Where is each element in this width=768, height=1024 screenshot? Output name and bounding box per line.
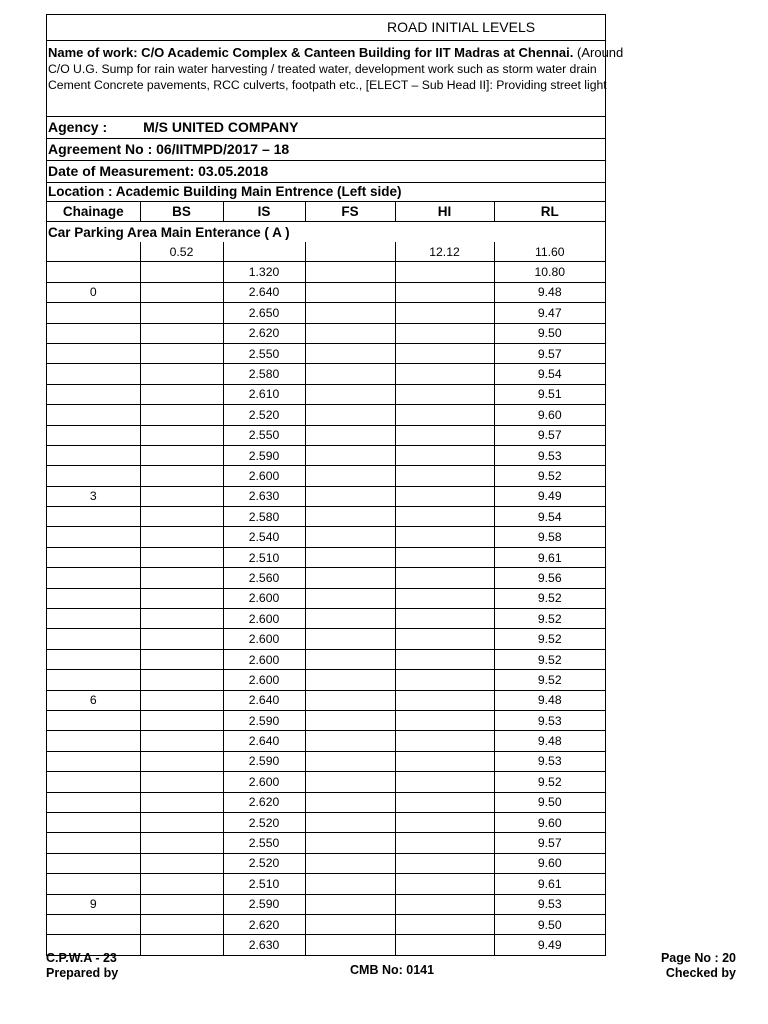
cell-chainage bbox=[47, 262, 140, 282]
col-chainage: Chainage bbox=[47, 202, 140, 222]
cell-rl: 9.50 bbox=[494, 323, 605, 343]
cell-is: 2.580 bbox=[223, 364, 305, 384]
table-row bbox=[47, 405, 605, 425]
cell-fs bbox=[305, 568, 395, 588]
cell-rl: 9.53 bbox=[494, 751, 605, 771]
page-number: Page No : 20 bbox=[660, 951, 736, 965]
cell-hi bbox=[395, 710, 494, 730]
cell-bs bbox=[140, 629, 223, 649]
cell-rl: 9.61 bbox=[494, 874, 605, 894]
work-extra: (Around bbox=[577, 45, 624, 60]
cell-is: 2.590 bbox=[223, 710, 305, 730]
cell-chainage bbox=[47, 751, 140, 771]
col-rl: RL bbox=[494, 202, 605, 222]
footer-left bbox=[46, 951, 118, 981]
cell-is bbox=[223, 242, 305, 262]
table-header-row bbox=[47, 202, 605, 222]
cell-is: 2.560 bbox=[223, 568, 305, 588]
cell-chainage bbox=[47, 425, 140, 445]
cell-chainage bbox=[47, 772, 140, 792]
table-row bbox=[47, 384, 605, 404]
cell-rl: 9.51 bbox=[494, 384, 605, 404]
cell-rl: 9.50 bbox=[494, 792, 605, 812]
cell-rl: 9.52 bbox=[494, 629, 605, 649]
cell-hi bbox=[395, 568, 494, 588]
cell-fs bbox=[305, 629, 395, 649]
cell-bs bbox=[140, 384, 223, 404]
cell-hi bbox=[395, 303, 494, 323]
cell-chainage: 6 bbox=[47, 690, 140, 710]
cell-hi bbox=[395, 812, 494, 832]
cell-bs bbox=[140, 262, 223, 282]
cell-chainage bbox=[47, 731, 140, 751]
cell-bs bbox=[140, 670, 223, 690]
cell-fs bbox=[305, 751, 395, 771]
cell-chainage bbox=[47, 364, 140, 384]
cell-rl: 9.52 bbox=[494, 772, 605, 792]
cell-chainage bbox=[47, 670, 140, 690]
cell-fs bbox=[305, 445, 395, 465]
cell-is: 2.520 bbox=[223, 812, 305, 832]
cell-fs bbox=[305, 772, 395, 792]
cell-rl: 9.49 bbox=[537, 937, 562, 952]
table-row bbox=[47, 303, 605, 323]
cell-fs bbox=[305, 242, 395, 262]
cell-fs bbox=[305, 812, 395, 832]
cell-hi bbox=[395, 547, 494, 567]
cell-bs bbox=[140, 507, 223, 527]
cell-chainage bbox=[47, 588, 140, 608]
cell-chainage bbox=[47, 629, 140, 649]
cell-is: 2.520 bbox=[223, 405, 305, 425]
cell-bs bbox=[140, 425, 223, 445]
cell-hi bbox=[395, 690, 494, 710]
cell-chainage bbox=[47, 710, 140, 730]
cell-is: 1.320 bbox=[223, 262, 305, 282]
cell-is: 2.520 bbox=[223, 853, 305, 873]
cell-fs bbox=[305, 262, 395, 282]
table-row bbox=[47, 445, 605, 465]
table-row bbox=[47, 466, 605, 486]
col-fs: FS bbox=[305, 202, 395, 222]
cell-fs bbox=[305, 609, 395, 629]
cell-fs bbox=[305, 486, 395, 506]
cell-bs bbox=[140, 792, 223, 812]
col-is: IS bbox=[223, 202, 305, 222]
cell-is: 2.590 bbox=[223, 894, 305, 914]
cell-bs bbox=[140, 690, 223, 710]
cell-chainage bbox=[47, 853, 140, 873]
table-row bbox=[47, 914, 605, 934]
cell-rl: 9.50 bbox=[494, 914, 605, 934]
cell-rl: 9.49 bbox=[494, 486, 605, 506]
table-row bbox=[47, 343, 605, 363]
cell-hi bbox=[395, 425, 494, 445]
cell-is: 2.600 bbox=[223, 772, 305, 792]
cell-rl: 9.53 bbox=[494, 710, 605, 730]
cell-bs bbox=[140, 812, 223, 832]
cell-chainage bbox=[47, 833, 140, 853]
cell-hi bbox=[395, 486, 494, 506]
title-row bbox=[47, 15, 605, 41]
cell-fs bbox=[305, 282, 395, 302]
cell-bs bbox=[140, 588, 223, 608]
cell-is: 2.600 bbox=[223, 588, 305, 608]
cell-bs bbox=[140, 405, 223, 425]
table-row bbox=[47, 894, 605, 914]
cell-is: 2.550 bbox=[223, 425, 305, 445]
cell-hi bbox=[395, 323, 494, 343]
cell-hi bbox=[395, 874, 494, 894]
cell-is: 2.640 bbox=[223, 282, 305, 302]
cell-fs bbox=[305, 588, 395, 608]
cell-is: 2.600 bbox=[223, 670, 305, 690]
cell-rl: 9.48 bbox=[494, 690, 605, 710]
table-row bbox=[47, 649, 605, 669]
cell-is: 2.550 bbox=[223, 343, 305, 363]
cell-rl: 11.60 bbox=[494, 242, 605, 262]
cell-rl: 9.54 bbox=[494, 507, 605, 527]
cell-fs bbox=[305, 384, 395, 404]
cell-chainage bbox=[47, 405, 140, 425]
cell-chainage: 3 bbox=[47, 486, 140, 506]
cell-hi bbox=[395, 384, 494, 404]
cell-hi bbox=[395, 751, 494, 771]
cell-chainage bbox=[47, 343, 140, 363]
cell-is: 2.580 bbox=[223, 507, 305, 527]
cell-fs bbox=[305, 914, 395, 934]
cell-is: 2.510 bbox=[223, 547, 305, 567]
cell-is: 2.600 bbox=[223, 466, 305, 486]
cell-bs bbox=[140, 547, 223, 567]
work-line-2: C/O U.G. Sump for rain water harvesting / treated water, development work such as storm water drain bbox=[48, 62, 597, 76]
table-row bbox=[47, 568, 605, 588]
footer-right bbox=[661, 951, 736, 981]
cell-hi bbox=[395, 507, 494, 527]
cell-fs bbox=[305, 690, 395, 710]
cell-hi bbox=[395, 466, 494, 486]
cell-bs bbox=[140, 282, 223, 302]
cell-fs bbox=[305, 343, 395, 363]
table-row bbox=[47, 262, 605, 282]
cell-fs bbox=[305, 507, 395, 527]
table-row bbox=[47, 792, 605, 812]
cell-rl: 9.60 bbox=[494, 812, 605, 832]
cell-fs bbox=[305, 649, 395, 669]
date-row: Date of Measurement: 03.05.2018 bbox=[47, 161, 605, 183]
cell-hi bbox=[395, 731, 494, 751]
cell-bs bbox=[140, 466, 223, 486]
cell-fs bbox=[305, 874, 395, 894]
cell-rl: 9.57 bbox=[494, 425, 605, 445]
cell-is: 2.610 bbox=[223, 384, 305, 404]
cell-fs bbox=[305, 894, 395, 914]
cell-hi bbox=[395, 364, 494, 384]
cell-chainage bbox=[47, 527, 140, 547]
cell-bs bbox=[140, 323, 223, 343]
table-row bbox=[47, 486, 605, 506]
cell-hi bbox=[395, 670, 494, 690]
cell-hi bbox=[395, 792, 494, 812]
table-row bbox=[47, 242, 605, 262]
cell-chainage bbox=[47, 323, 140, 343]
cell-chainage bbox=[47, 466, 140, 486]
cell-fs bbox=[305, 466, 395, 486]
cell-bs bbox=[140, 751, 223, 771]
cell-bs bbox=[140, 343, 223, 363]
agency-row bbox=[47, 117, 605, 139]
cell-chainage bbox=[47, 568, 140, 588]
table-row bbox=[47, 527, 605, 547]
cell-bs bbox=[140, 894, 223, 914]
cell-hi bbox=[395, 894, 494, 914]
cell-is: 2.600 bbox=[223, 649, 305, 669]
cell-fs bbox=[305, 527, 395, 547]
table-row bbox=[47, 507, 605, 527]
table-row bbox=[47, 690, 605, 710]
cell-bs bbox=[140, 609, 223, 629]
cell-bs bbox=[140, 710, 223, 730]
cell-fs bbox=[305, 731, 395, 751]
cell-rl: 9.52 bbox=[494, 649, 605, 669]
cell-bs bbox=[140, 874, 223, 894]
cell-hi bbox=[395, 282, 494, 302]
table-row bbox=[47, 364, 605, 384]
cell-rl: 9.57 bbox=[494, 343, 605, 363]
table-row bbox=[47, 547, 605, 567]
table-row bbox=[47, 629, 605, 649]
cell-hi: 12.12 bbox=[395, 242, 494, 262]
cell-rl: 9.60 bbox=[494, 405, 605, 425]
cell-rl: 9.53 bbox=[494, 894, 605, 914]
table-row bbox=[47, 323, 605, 343]
cell-chainage bbox=[47, 609, 140, 629]
cell-bs bbox=[140, 914, 223, 934]
cell-chainage: 9 bbox=[47, 894, 140, 914]
table-row bbox=[47, 833, 605, 853]
cell-hi bbox=[395, 853, 494, 873]
agreement-row: Agreement No : 06/IITMPD/2017 – 18 bbox=[47, 139, 605, 161]
cell-bs bbox=[140, 364, 223, 384]
cell-chainage bbox=[47, 649, 140, 669]
agency-value: M/S UNITED COMPANY bbox=[143, 119, 299, 135]
cell-fs bbox=[305, 833, 395, 853]
cell-is: 2.630 bbox=[223, 935, 305, 955]
agency-label: Agency : bbox=[48, 119, 108, 135]
cell-hi bbox=[395, 343, 494, 363]
cell-bs bbox=[140, 486, 223, 506]
levels-table bbox=[47, 202, 605, 955]
cell-is: 2.550 bbox=[223, 833, 305, 853]
table-row bbox=[47, 710, 605, 730]
cell-chainage: 0 bbox=[47, 282, 140, 302]
table-row bbox=[47, 425, 605, 445]
cell-fs bbox=[305, 935, 395, 955]
cell-chainage bbox=[47, 547, 140, 567]
cell-bs bbox=[140, 527, 223, 547]
cell-is: 2.510 bbox=[223, 874, 305, 894]
cell-is: 2.590 bbox=[223, 445, 305, 465]
cell-hi bbox=[395, 649, 494, 669]
section-title: Car Parking Area Main Enterance ( A ) bbox=[48, 225, 290, 240]
table-row bbox=[47, 282, 605, 302]
cell-hi bbox=[395, 772, 494, 792]
cell-bs bbox=[140, 445, 223, 465]
cell-is: 2.620 bbox=[223, 323, 305, 343]
cell-rl: 9.60 bbox=[494, 853, 605, 873]
cell-rl: 9.48 bbox=[494, 282, 605, 302]
cell-rl: 9.52 bbox=[494, 670, 605, 690]
cell-hi bbox=[395, 262, 494, 282]
cmb-number: CMB No: 0141 bbox=[350, 963, 435, 977]
measurement-sheet bbox=[46, 14, 624, 956]
table-row bbox=[47, 853, 605, 873]
cell-is: 2.600 bbox=[223, 609, 305, 629]
cell-is: 2.600 bbox=[223, 629, 305, 649]
prepared-by: Prepared by bbox=[46, 966, 119, 980]
form-number: C.P.W.A - 23 bbox=[46, 951, 117, 965]
cell-bs bbox=[140, 731, 223, 751]
cell-chainage bbox=[47, 874, 140, 894]
table-row bbox=[47, 670, 605, 690]
cell-rl: 9.54 bbox=[494, 364, 605, 384]
cell-bs bbox=[140, 935, 223, 955]
table-row bbox=[47, 609, 605, 629]
cell-bs bbox=[140, 649, 223, 669]
cell-bs bbox=[140, 303, 223, 323]
cell-chainage bbox=[47, 507, 140, 527]
cell-bs bbox=[140, 833, 223, 853]
cell-fs bbox=[305, 547, 395, 567]
cell-hi bbox=[395, 445, 494, 465]
location-row: Location : Academic Building Main Entrence (Left side) bbox=[47, 183, 605, 202]
col-hi: HI bbox=[395, 202, 494, 222]
cell-rl: 9.52 bbox=[494, 588, 605, 608]
table-row bbox=[47, 874, 605, 894]
cell-fs bbox=[305, 670, 395, 690]
table-row bbox=[47, 772, 605, 792]
table-row bbox=[47, 812, 605, 832]
checked-by: Checked by bbox=[665, 966, 736, 980]
cell-rl: 9.52 bbox=[494, 609, 605, 629]
cell-fs bbox=[305, 323, 395, 343]
cell-rl: 9.47 bbox=[494, 303, 605, 323]
sheet-title: ROAD INITIAL LEVELS bbox=[387, 19, 536, 35]
cell-hi bbox=[395, 629, 494, 649]
cell-hi bbox=[395, 833, 494, 853]
cell-rl: 9.48 bbox=[494, 731, 605, 751]
cell-is: 2.620 bbox=[223, 914, 305, 934]
cell-chainage bbox=[47, 445, 140, 465]
cell-bs: 0.52 bbox=[140, 242, 223, 262]
cell-chainage bbox=[47, 384, 140, 404]
cell-hi bbox=[395, 527, 494, 547]
cell-chainage bbox=[47, 914, 140, 934]
cell-hi bbox=[395, 405, 494, 425]
cell-chainage bbox=[47, 242, 140, 262]
table-row bbox=[47, 751, 605, 771]
cell-chainage bbox=[47, 812, 140, 832]
cell-fs bbox=[305, 853, 395, 873]
cell-is: 2.650 bbox=[223, 303, 305, 323]
cell-hi bbox=[395, 609, 494, 629]
cell-is: 2.630 bbox=[223, 486, 305, 506]
cell-is: 2.590 bbox=[223, 751, 305, 771]
cell-bs bbox=[140, 772, 223, 792]
cell-hi bbox=[395, 914, 494, 934]
cell-bs bbox=[140, 568, 223, 588]
cell-chainage bbox=[47, 792, 140, 812]
cell-rl: 10.80 bbox=[494, 262, 605, 282]
cell-hi bbox=[395, 935, 494, 955]
table-row bbox=[47, 731, 605, 751]
cell-rl: 9.52 bbox=[494, 466, 605, 486]
cell-bs bbox=[140, 853, 223, 873]
cell-fs bbox=[305, 303, 395, 323]
cell-is: 2.640 bbox=[223, 690, 305, 710]
cell-chainage bbox=[47, 303, 140, 323]
cell-fs bbox=[305, 710, 395, 730]
cell-fs bbox=[305, 792, 395, 812]
cell-fs bbox=[305, 405, 395, 425]
cell-rl: 9.61 bbox=[494, 547, 605, 567]
cell-is: 2.620 bbox=[223, 792, 305, 812]
cell-is: 2.640 bbox=[223, 731, 305, 751]
name-of-work bbox=[47, 41, 624, 117]
cell-fs bbox=[305, 364, 395, 384]
cell-rl: 9.58 bbox=[494, 527, 605, 547]
table-row bbox=[47, 935, 605, 955]
cell-hi bbox=[395, 588, 494, 608]
work-line-3: Cement Concrete pavements, RCC culverts, footpath etc., [ELECT – Sub Head II]: Providing street light bbox=[48, 78, 607, 92]
cell-is: 2.540 bbox=[223, 527, 305, 547]
cell-rl: 9.53 bbox=[494, 445, 605, 465]
cell-rl: 9.56 bbox=[494, 568, 605, 588]
work-label: Name of work: C/O Academic Complex & Canteen Building for IIT Madras at Chennai. bbox=[48, 45, 574, 60]
col-bs: BS bbox=[140, 202, 223, 222]
cell-rl: 9.57 bbox=[494, 833, 605, 853]
table-row bbox=[47, 588, 605, 608]
cell-fs bbox=[305, 425, 395, 445]
